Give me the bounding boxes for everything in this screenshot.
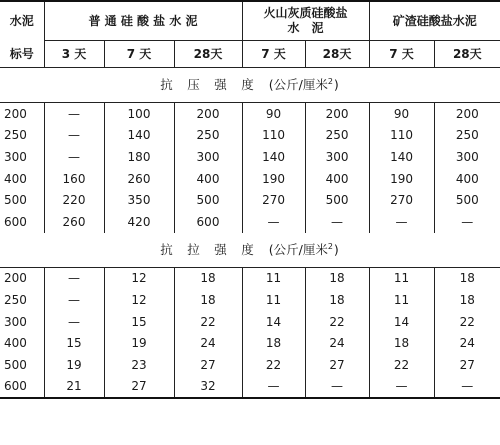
value-cell: — bbox=[242, 376, 305, 399]
table-row bbox=[0, 146, 500, 168]
value-cell: 18 bbox=[305, 289, 369, 311]
value-cell: — bbox=[242, 211, 305, 233]
value-cell: 160 bbox=[44, 168, 104, 190]
value-cell: 500 bbox=[174, 189, 242, 211]
grade-cell: 600 bbox=[0, 211, 44, 233]
value-cell: 400 bbox=[455, 171, 479, 186]
value-cell: 18 bbox=[174, 289, 242, 311]
value-cell: — bbox=[44, 311, 104, 333]
value-cell: — bbox=[369, 211, 434, 233]
grade-cell: 300 bbox=[0, 311, 44, 333]
value-cell: 250 bbox=[455, 128, 479, 143]
section-unit-close: ) bbox=[333, 241, 340, 257]
table-row bbox=[0, 311, 500, 333]
sub-header: 7 天 bbox=[369, 41, 434, 68]
value-cell: 270 bbox=[369, 189, 434, 211]
value-cell: 110 bbox=[369, 125, 434, 147]
grade-cell: 600 bbox=[0, 376, 44, 399]
value-cell: 90 bbox=[242, 103, 305, 125]
section-unit-close: ) bbox=[333, 77, 340, 93]
grade-cell: 250 bbox=[0, 289, 44, 311]
value-cell: 14 bbox=[369, 311, 434, 333]
table-body bbox=[0, 1, 500, 398]
section-title bbox=[0, 233, 500, 268]
value-cell: — bbox=[434, 376, 500, 399]
value-cell: 24 bbox=[174, 332, 242, 354]
value-cell: 22 bbox=[174, 311, 242, 333]
value-cell: 23 bbox=[104, 354, 174, 376]
value-cell: 18 bbox=[242, 332, 305, 354]
table-row bbox=[0, 354, 500, 376]
value-cell: 200 bbox=[305, 103, 369, 125]
pozzolanic-line2: 水 泥 bbox=[287, 21, 324, 35]
value-cell: 270 bbox=[242, 189, 305, 211]
table-row bbox=[0, 332, 500, 354]
value-cell: 14 bbox=[242, 311, 305, 333]
grade-cell: 400 bbox=[0, 168, 44, 190]
section-unit: (公斤/厘米 bbox=[268, 241, 328, 257]
value-cell: 22 bbox=[459, 314, 475, 329]
grade-cell: 250 bbox=[0, 125, 44, 147]
value-cell: 22 bbox=[305, 311, 369, 333]
value-cell: 18 bbox=[369, 332, 434, 354]
value-cell: 190 bbox=[242, 168, 305, 190]
value-cell: — bbox=[44, 146, 104, 168]
value-cell: 18 bbox=[174, 267, 242, 289]
value-cell: 250 bbox=[305, 125, 369, 147]
value-cell: 300 bbox=[174, 146, 242, 168]
value-cell: 420 bbox=[104, 211, 174, 233]
value-cell: 400 bbox=[305, 168, 369, 190]
value-cell: 24 bbox=[459, 336, 475, 351]
value-cell: — bbox=[44, 125, 104, 147]
value-cell: 260 bbox=[104, 168, 174, 190]
value-cell: 24 bbox=[305, 332, 369, 354]
sub-header: 7 天 bbox=[104, 41, 174, 68]
value-cell: 27 bbox=[305, 354, 369, 376]
table-row bbox=[0, 267, 500, 289]
value-cell: 21 bbox=[44, 376, 104, 399]
value-cell: 90 bbox=[369, 103, 434, 125]
value-cell: 140 bbox=[242, 146, 305, 168]
value-cell: 32 bbox=[174, 376, 242, 399]
grade-cell: 500 bbox=[0, 354, 44, 376]
value-cell: 27 bbox=[459, 357, 475, 372]
value-cell: 22 bbox=[369, 354, 434, 376]
grade-cell: 200 bbox=[0, 267, 44, 289]
value-cell: — bbox=[305, 376, 369, 399]
section-title-text: 抗 压 强 度 bbox=[160, 77, 255, 93]
value-cell: 190 bbox=[369, 168, 434, 190]
value-cell: 19 bbox=[44, 354, 104, 376]
grade-cell: 400 bbox=[0, 332, 44, 354]
table-row bbox=[0, 289, 500, 311]
value-cell: 11 bbox=[369, 267, 434, 289]
value-cell: 180 bbox=[104, 146, 174, 168]
value-cell: 500 bbox=[455, 193, 479, 208]
cement-header: 水泥 bbox=[0, 1, 44, 41]
grade-cell: 200 bbox=[0, 103, 44, 125]
table-row bbox=[0, 103, 500, 125]
value-cell: — bbox=[461, 214, 474, 229]
value-cell: 250 bbox=[174, 125, 242, 147]
section-title bbox=[0, 68, 500, 103]
value-cell: 140 bbox=[104, 125, 174, 147]
value-cell: 18 bbox=[459, 292, 475, 307]
value-cell: 100 bbox=[104, 103, 174, 125]
sub-header: 28天 bbox=[174, 41, 242, 68]
value-cell: 27 bbox=[174, 354, 242, 376]
value-cell: — bbox=[44, 289, 104, 311]
value-cell: 350 bbox=[104, 189, 174, 211]
value-cell: 18 bbox=[459, 271, 475, 286]
value-cell: 15 bbox=[104, 311, 174, 333]
grade-header: 标号 bbox=[0, 41, 44, 68]
header-pozzolanic bbox=[242, 1, 369, 41]
value-cell: 260 bbox=[44, 211, 104, 233]
value-cell: 27 bbox=[104, 376, 174, 399]
value-cell: — bbox=[305, 211, 369, 233]
value-cell: 22 bbox=[242, 354, 305, 376]
value-cell: 300 bbox=[455, 149, 479, 164]
value-cell: 140 bbox=[369, 146, 434, 168]
section-unit-sup: 2 bbox=[327, 77, 334, 87]
value-cell: — bbox=[44, 103, 104, 125]
header-ordinary-portland: 普 通 硅 酸 盐 水 泥 bbox=[44, 1, 242, 41]
grade-cell: 300 bbox=[0, 146, 44, 168]
value-cell: 19 bbox=[104, 332, 174, 354]
grade-cell: 500 bbox=[0, 189, 44, 211]
value-cell: — bbox=[369, 376, 434, 399]
value-cell: 110 bbox=[242, 125, 305, 147]
value-cell: 600 bbox=[174, 211, 242, 233]
value-cell: 11 bbox=[369, 289, 434, 311]
value-cell: 300 bbox=[305, 146, 369, 168]
value-cell: 200 bbox=[174, 103, 242, 125]
value-cell: 15 bbox=[44, 332, 104, 354]
value-cell: 12 bbox=[104, 289, 174, 311]
value-cell: 11 bbox=[242, 267, 305, 289]
value-cell: — bbox=[44, 267, 104, 289]
value-cell: 12 bbox=[104, 267, 174, 289]
table-row bbox=[0, 125, 500, 147]
table-row bbox=[0, 376, 500, 399]
section-unit: (公斤/厘米 bbox=[268, 77, 328, 93]
sub-header: 28天 bbox=[434, 41, 500, 68]
header-slag: 矿渣硅酸盐水泥 bbox=[369, 1, 500, 41]
section-title-text: 抗 拉 强 度 bbox=[160, 241, 255, 257]
table-row bbox=[0, 168, 500, 190]
sub-header: 7 天 bbox=[242, 41, 305, 68]
value-cell: 220 bbox=[44, 189, 104, 211]
pozzolanic-line1: 火山灰质硅酸盐 bbox=[263, 6, 348, 20]
table-row bbox=[0, 189, 500, 211]
value-cell: 500 bbox=[305, 189, 369, 211]
table-row bbox=[0, 211, 500, 233]
sub-header: 3 天 bbox=[44, 41, 104, 68]
section-unit-sup: 2 bbox=[327, 241, 334, 251]
value-cell: 200 bbox=[455, 106, 479, 121]
sub-header: 28天 bbox=[305, 41, 369, 68]
value-cell: 18 bbox=[305, 267, 369, 289]
value-cell: 11 bbox=[242, 289, 305, 311]
value-cell: 400 bbox=[174, 168, 242, 190]
